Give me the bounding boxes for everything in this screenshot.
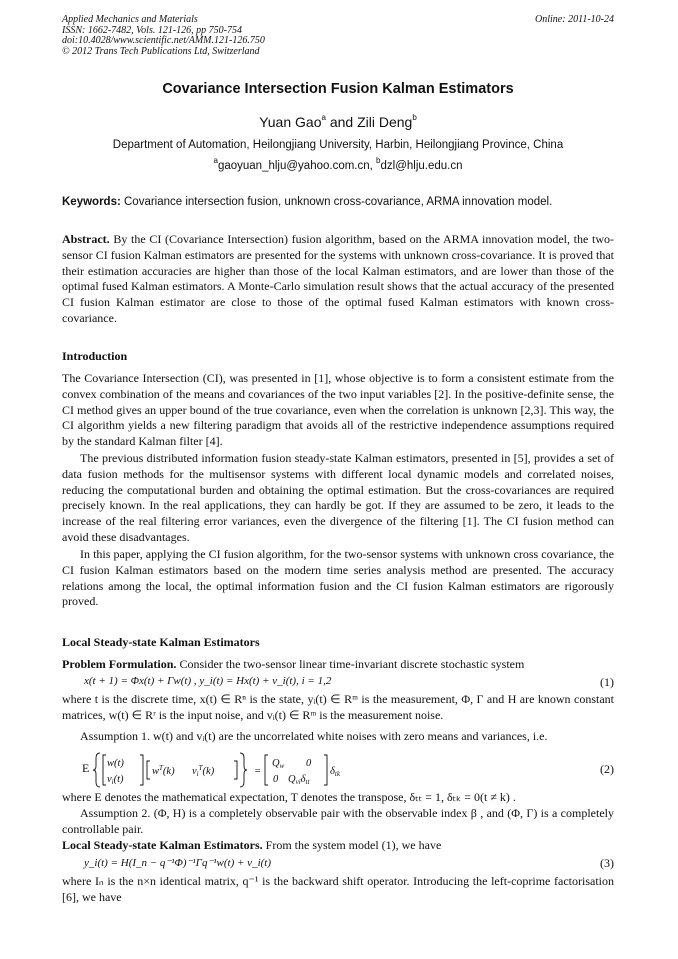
- abstract-text: By the CI (Covariance Intersection) fusion algorithm, based on the ARMA innovation model, the two-sensor CI fusion Kalman estimators are presented for the systems with unknown cross-covariance. It is proved that their estimation accuracies are higher than those of the local Kalman estimators, and are lower than those of the optimal fused Kalman estimators. A Monte-Carlo simulation result shows that the actual accuracy of the presented CI fusion Kalman estimator are close to those of the optimal fused Kalman estimators with known cross-covariance.: [62, 232, 614, 325]
- email-2[interactable]: dzl@hlju.edu.cn: [380, 160, 463, 172]
- svg-text:0: 0: [273, 774, 279, 785]
- author-2-sup: b: [412, 113, 417, 123]
- problem-formulation-text: Consider the two-sensor linear time-invariant discrete stochastic system: [176, 657, 525, 671]
- svg-text:Qviδtt: Qviδtt: [288, 774, 310, 786]
- where-2: where E denotes the mathematical expectation, T denotes the transpose, δₜₜ = 1, δₜₖ = 0(t ≠ k) .: [62, 790, 516, 804]
- equation-1-number: (1): [600, 675, 614, 689]
- online-date: Online: 2011-10-24: [535, 14, 614, 25]
- local-kalman-text: From the system model (1), we have: [262, 838, 442, 852]
- author-and: and: [325, 114, 358, 130]
- email-1[interactable]: gaoyuan_hlju@yahoo.com.cn,: [217, 160, 377, 172]
- svg-text:wT(k): $w^T(k)$: [152, 764, 175, 777]
- assumption-2: Assumption 2. (Φ, H) is a completely observable pair with the observable index β , and (Φ, Γ) is a completely controllable pair.: [62, 806, 614, 836]
- local-kalman-label: Local Steady-state Kalman Estimators.: [62, 838, 263, 852]
- intro-paragraph-3: In this paper, applying the CI fusion algorithm, for the two-sensor systems with unknown cross covariance, the CI fusion Kalman estimators based on the modern time series analysis method are presented. The accuracy relations among the local, the optimal information fusion and the CI fusion Kalman estimators are rigorously proved.: [62, 547, 614, 609]
- keywords-label: Keywords:: [62, 196, 121, 208]
- where-1: where t is the discrete time, x(t) ∈ Rⁿ is the state, yᵢ(t) ∈ Rᵐ is the measurement, Φ, Γ and H are known constant matrices, w(t) ∈ Rʳ is the input noise, and vᵢ(t) ∈ Rᵐ is the measurement noise.: [62, 692, 614, 722]
- keywords: [62, 196, 614, 208]
- where-3: where Iₙ is the n×n identical matrix, q⁻¹ is the backward shift operator. Introducing the left-coprime factorisation [6], we have: [62, 874, 614, 904]
- section-heading-local-estimators: Local Steady-state Kalman Estimators: [62, 635, 260, 649]
- paper-title: Covariance Intersection Fusion Kalman Estimators: [162, 81, 514, 97]
- svg-text:vi(t): vi(t): [107, 774, 124, 786]
- assumption-1: Assumption 1. w(t) and vᵢ(t) are the uncorrelated white noises with zero means and variances, i.e.: [80, 729, 548, 743]
- affiliation: Department of Automation, Heilongjiang University, Harbin, Heilongjiang Province, China: [112, 139, 564, 151]
- introduction-heading: Introduction: [62, 349, 128, 363]
- problem-formulation-label: Problem Formulation.: [62, 657, 177, 671]
- author-2: Zili Deng: [357, 114, 413, 130]
- intro-paragraph-2: The previous distributed information fusion steady-state Kalman estimators, presented in [5], provides a set of data fusion methods for the multisensor systems with different local dynamic models and correlated noises, reducing the computational burden and obtaining the optimal estimation. But the cross-covariances are required precisely known. In the real applications, they can hardly be got. If they are assumed to be zero, it leads to the increase of the real filtering error variances, even the divergence of the filtering [1]. The CI fusion method can avoid these disadvantages.: [62, 451, 614, 544]
- equation-3-number: (3): [600, 856, 614, 870]
- email-2-sup: b: [376, 156, 381, 166]
- email-line: [62, 156, 614, 172]
- equation-2-matrix: [92, 752, 432, 788]
- author-line: [62, 114, 614, 130]
- abstract-label: Abstract.: [62, 232, 110, 246]
- svg-text:δtk: δtk: [330, 766, 340, 778]
- copyright-line: © 2012 Trans Tech Publications Ltd, Switzerland: [62, 45, 260, 57]
- svg-text:=: =: [254, 766, 262, 777]
- local-kalman-paragraph: [62, 838, 614, 854]
- journal-header: [62, 15, 614, 57]
- equation-2: [62, 752, 614, 788]
- equation-1-formula: x(t + 1) = Φx(t) + Γw(t) , y_i(t) = Hx(t) + v_i(t), i = 1,2: [84, 675, 332, 687]
- doi-line[interactable]: doi:10.4028/www.scientific.net/AMM.121-126.750: [62, 35, 265, 47]
- email-1-sup: a: [213, 156, 218, 166]
- equation-3: [62, 856, 614, 872]
- keywords-text: Covariance intersection fusion, unknown cross-covariance, ARMA innovation model.: [120, 196, 553, 208]
- equation-1: [62, 675, 614, 691]
- problem-formulation: [62, 657, 614, 673]
- author-1: Yuan Gao: [259, 114, 322, 130]
- issn-line: ISSN: 1662-7482, Vols. 121-126, pp 750-754: [62, 24, 242, 36]
- svg-text:viT(k): $vi^T(k)$: [192, 764, 215, 778]
- svg-text:0: 0: [306, 758, 312, 769]
- abstract: [62, 232, 614, 327]
- svg-text:Qw: Qw: [272, 758, 285, 770]
- intro-paragraph-1: The Covariance Intersection (CI), was presented in [1], whose objective is to form a consistent estimate from the convex combination of the means and covariances of the two input variables [2]. In the positive-definite sense, the CI method gives an upper bound of the true covariance, even when the correlation is unknown [2,3]. This way, the CI algorithm yields a new filtering paradigm that avoids all of the restrictive independence assumptions required by the standard Kalman filter [4].: [62, 371, 614, 449]
- expectation-operator: E: [82, 761, 90, 775]
- svg-text:w(t): w(t): [107, 758, 124, 769]
- equation-3-formula: y_i(t) = H(I_n − q⁻¹Φ)⁻¹Γq⁻¹w(t) + v_i(t): [84, 857, 272, 869]
- journal-name: Applied Mechanics and Materials: [62, 14, 198, 25]
- equation-2-number: (2): [600, 762, 614, 776]
- author-1-sup: a: [321, 113, 326, 123]
